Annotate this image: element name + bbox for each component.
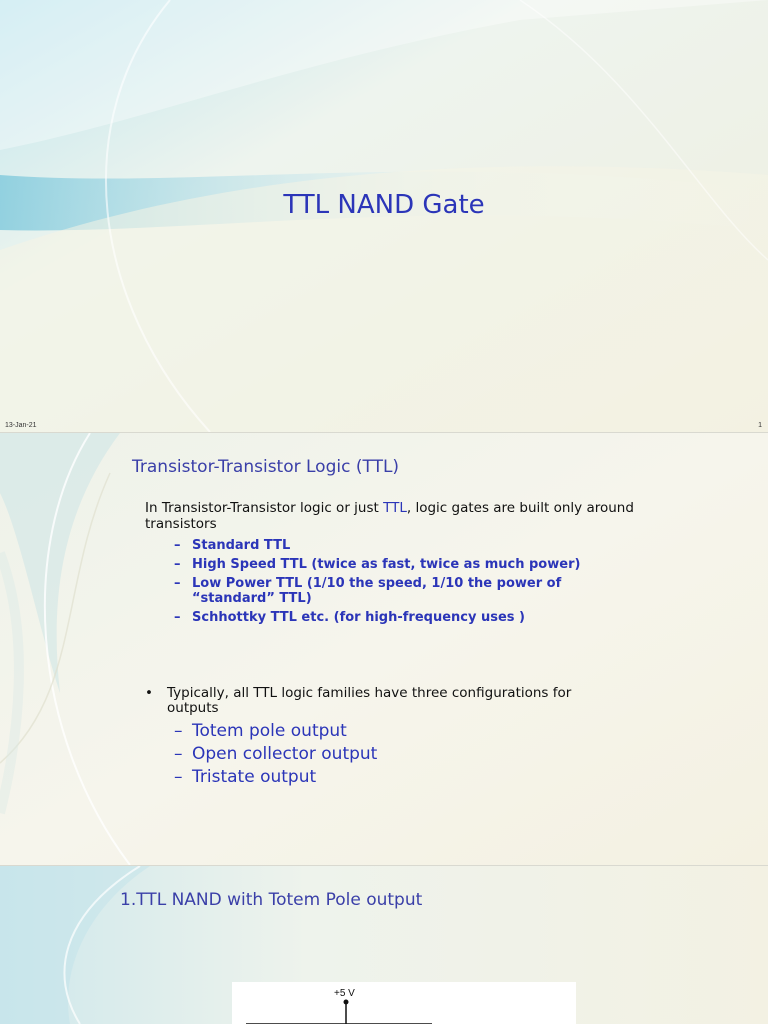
slide-title: TTL NAND Gate bbox=[283, 190, 485, 220]
config-item: – Open collector output bbox=[174, 744, 378, 764]
slide-number: 1 bbox=[758, 422, 762, 429]
supply-voltage-label: +5 V bbox=[334, 988, 355, 999]
intro-paragraph bbox=[145, 500, 645, 532]
slide-heading: 1.TTL NAND with Totem Pole output bbox=[120, 890, 423, 910]
list-item: – Schhottky TTL etc. (for high-frequency uses ) bbox=[174, 610, 525, 625]
config-item: – Tristate output bbox=[174, 767, 317, 787]
slide-date: 13-Jan-21 bbox=[5, 422, 37, 429]
slide-2 bbox=[0, 433, 768, 865]
slide-1 bbox=[0, 0, 768, 432]
ttl-highlight: TTL bbox=[383, 500, 407, 516]
circuit-diagram bbox=[232, 982, 576, 1024]
slide-3 bbox=[0, 866, 768, 1024]
intro-text: In Transistor-Transistor logic or just bbox=[145, 500, 384, 516]
list-item: – Low Power TTL (1/10 the speed, 1/10 the power of “standard” TTL) bbox=[174, 576, 562, 606]
config-item: – Totem pole output bbox=[174, 721, 347, 741]
slide-background bbox=[0, 433, 768, 865]
bullet-point: • Typically, all TTL logic families have three configurations for outputs bbox=[145, 685, 572, 716]
circuit-wires bbox=[232, 982, 576, 1024]
list-item: – Standard TTL bbox=[174, 538, 291, 553]
list-item: – High Speed TTL (twice as fast, twice as much power) bbox=[174, 557, 581, 572]
slide-heading: Transistor-Transistor Logic (TTL) bbox=[132, 457, 400, 477]
intro-text-end: , logic gates are built only around transistors bbox=[145, 500, 634, 532]
